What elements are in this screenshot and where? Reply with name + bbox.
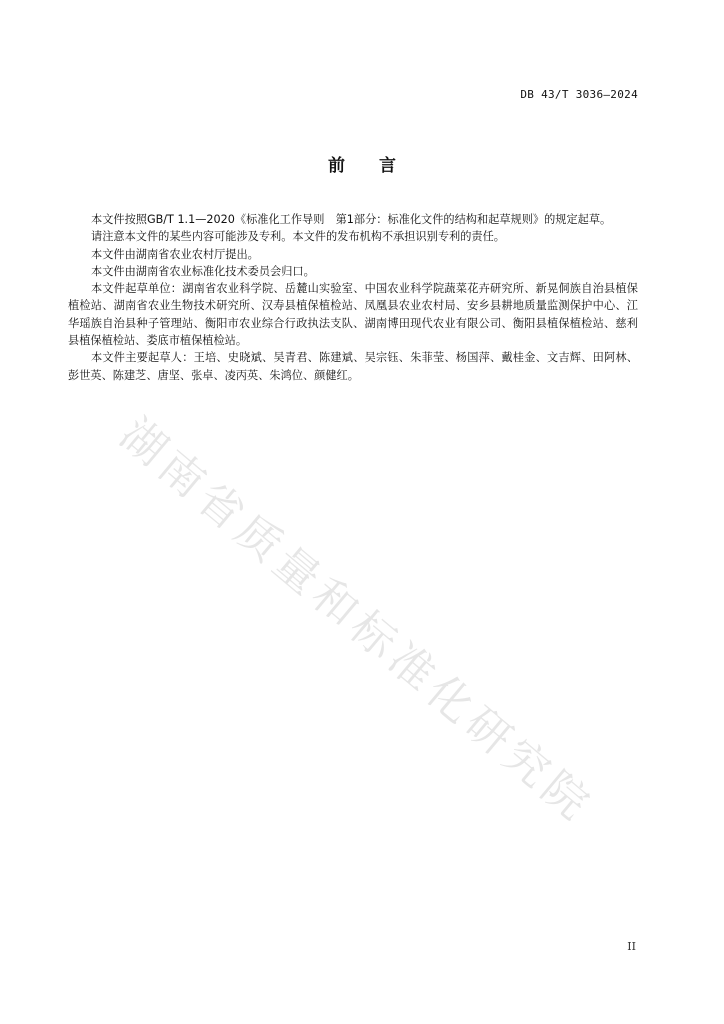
paragraph-main-drafters: 本文件主要起草人：王培、史晓斌、吴青君、陈建斌、吴宗钰、朱菲莹、杨国萍、戴桂金、文吉辉、田阿林、彭世英、陈建芝、唐坚、张卓、凌丙英、朱鸿位、颜健红。 (68, 351, 638, 382)
paragraph-proposed-by: 本文件由湖南省农业农村厅提出。 (91, 247, 259, 261)
document-number: DB 43/T 3036—2024 (520, 88, 638, 101)
foreword-body (68, 211, 638, 384)
paragraph-patent-notice: 请注意本文件的某些内容可能涉及专利。本文件的发布机构不承担识别专利的责任。 (91, 230, 505, 244)
watermark-text: 湖南省质量和标准化研究院 (110, 408, 603, 834)
page-number: II (627, 940, 636, 953)
paragraph-administered-by: 本文件由湖南省农业标准化技术委员会归口。 (91, 264, 315, 278)
section-title: 前言 (328, 156, 430, 176)
paragraph-drafting-units: 本文件起草单位：湖南省农业科学院、岳麓山实验室、中国农业科学院蔬菜花卉研究所、新晃侗族自治县植保植检站、湖南省农业生物技术研究所、汉寿县植保植检站、凤凰县农业农村局、安乡县耕地质量监测保护中心、江华瑶族自治县种子管理站、衡阳市农业综合行政执法支队、湖南博田现代农业有限公司、衡阳县植保植检站、慈利县植保植检站、娄底市植保植检站。 (68, 282, 638, 348)
paragraph-drafting-rules: 本文件按照GB/T 1.1—2020《标准化工作导则 第1部分：标准化文件的结构和起草规则》的规定起草。 (91, 213, 612, 226)
